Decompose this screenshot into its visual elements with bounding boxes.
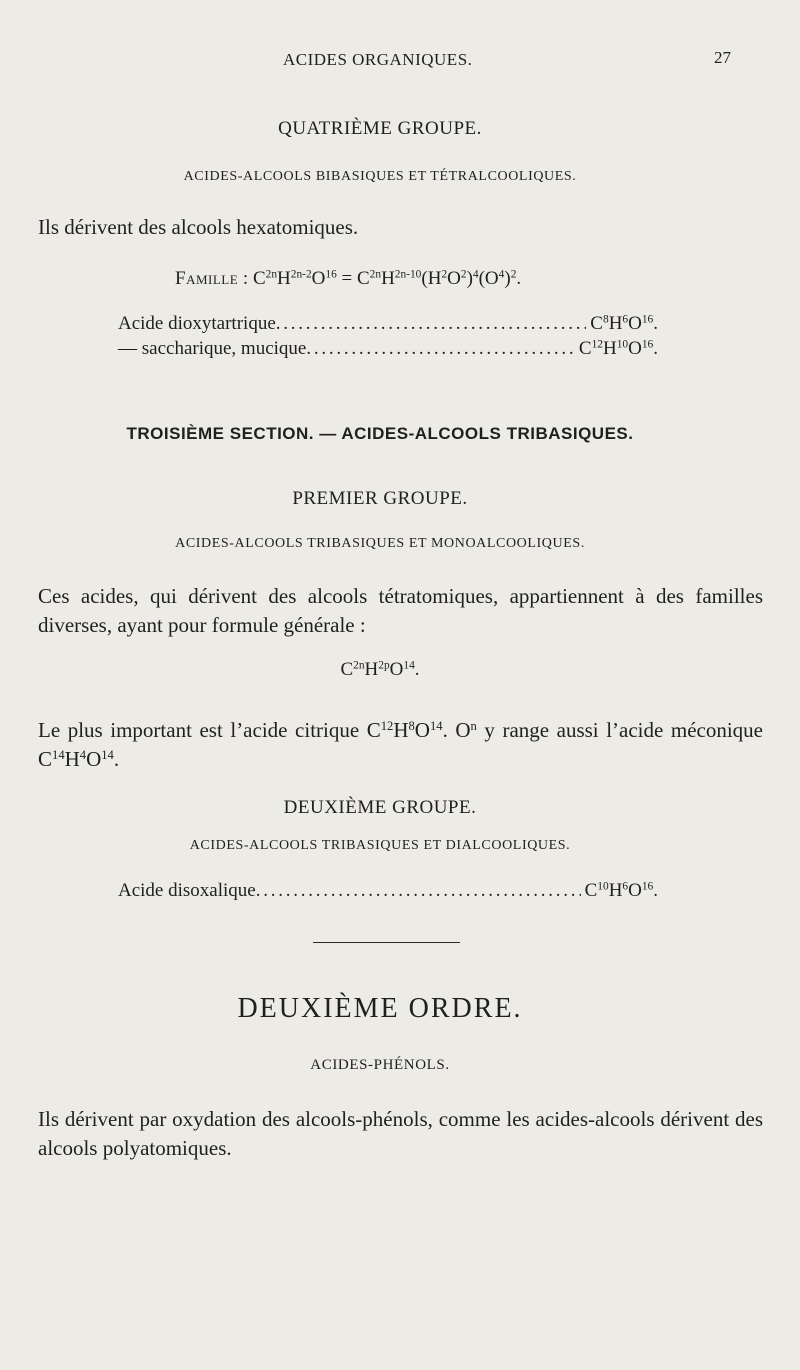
deuxieme-ordre-subtitle: ACIDES-PHÉNOLS. [310, 1057, 450, 1073]
quatrieme-groupe-title: QUATRIÈME GROUPE. [278, 118, 482, 139]
premier-groupe-subtitle: ACIDES-ALCOOLS TRIBASIQUES ET MONOALCOOLIQUES. [175, 536, 585, 551]
running-header: ACIDES ORGANIQUES. [283, 50, 473, 69]
leader-dots [256, 880, 581, 902]
leader-dots [276, 313, 587, 335]
entry-formula: $C^{12}H^{10}O^{16}$. [578, 338, 658, 359]
entry-disoxalique [118, 880, 658, 902]
entry-dioxytartrique [118, 313, 658, 335]
entry-name: — saccharique, mucique [118, 338, 307, 359]
premier-groupe-title: PREMIER GROUPE. [292, 488, 468, 509]
quatrieme-groupe-subtitle: ACIDES-ALCOOLS BIBASIQUES ET TÉTRALCOOLIQUES. [183, 169, 577, 184]
famille-label: Famille [175, 268, 239, 289]
deuxieme-groupe-subtitle: ACIDES-ALCOOLS TRIBASIQUES ET DIALCOOLIQUES. [189, 838, 571, 853]
famille-formula-line: Famille : $C^{2n}H^{2n-2}O^{16} = C^{2n}H^{2n-10}(H^2O^2)^4(O^4)^2$. [175, 268, 522, 289]
ordre-paragraph: Ils dérivent par oxydation des alcools-phénols, comme les acides-alcools dérivent des alcools polyatomiques. [38, 1107, 763, 1160]
entry-name: Acide dioxytartrique [118, 313, 276, 334]
general-formula: $C^{2n}H^{2p}O^{14}$. [340, 659, 420, 680]
troisieme-section-heading: TROISIÈME SECTION. — ACIDES-ALCOOLS TRIBASIQUES. [126, 424, 634, 443]
premier-paragraph: Ces acides, qui dérivent des alcools tétratomiques, appartiennent à des familles diverses, ayant pour formule générale : [38, 584, 763, 637]
quatrieme-intro: Ils dérivent des alcools hexatomiques. [38, 215, 359, 239]
leader-dots [306, 338, 575, 360]
famille-formula: $C^{2n}H^{2n-2}O^{16} = C^{2n}H^{2n-10}(H^2O^2)^4(O^4)^2$. [252, 268, 522, 289]
deuxieme-groupe-title: DEUXIÈME GROUPE. [283, 797, 477, 818]
general-formula-line [0, 659, 760, 681]
section-divider-rule [313, 942, 460, 943]
deuxieme-ordre-title: DEUXIÈME ORDRE. [237, 993, 523, 1024]
entry-name: Acide disoxalique [118, 880, 256, 901]
citrique-paragraph: Le plus important est l’acide citrique $C^{12}H^8O^{14}$. $O^n$ y range aussi l’acide méconique $C^{14}H^4O^{14}$. [38, 718, 764, 771]
entry-saccharique [118, 338, 658, 360]
entry-formula: $C^8H^6O^{16}$. [590, 313, 658, 334]
page-number: 27 [714, 48, 731, 67]
entry-formula: $C^{10}H^6O^{16}$. [584, 880, 658, 901]
